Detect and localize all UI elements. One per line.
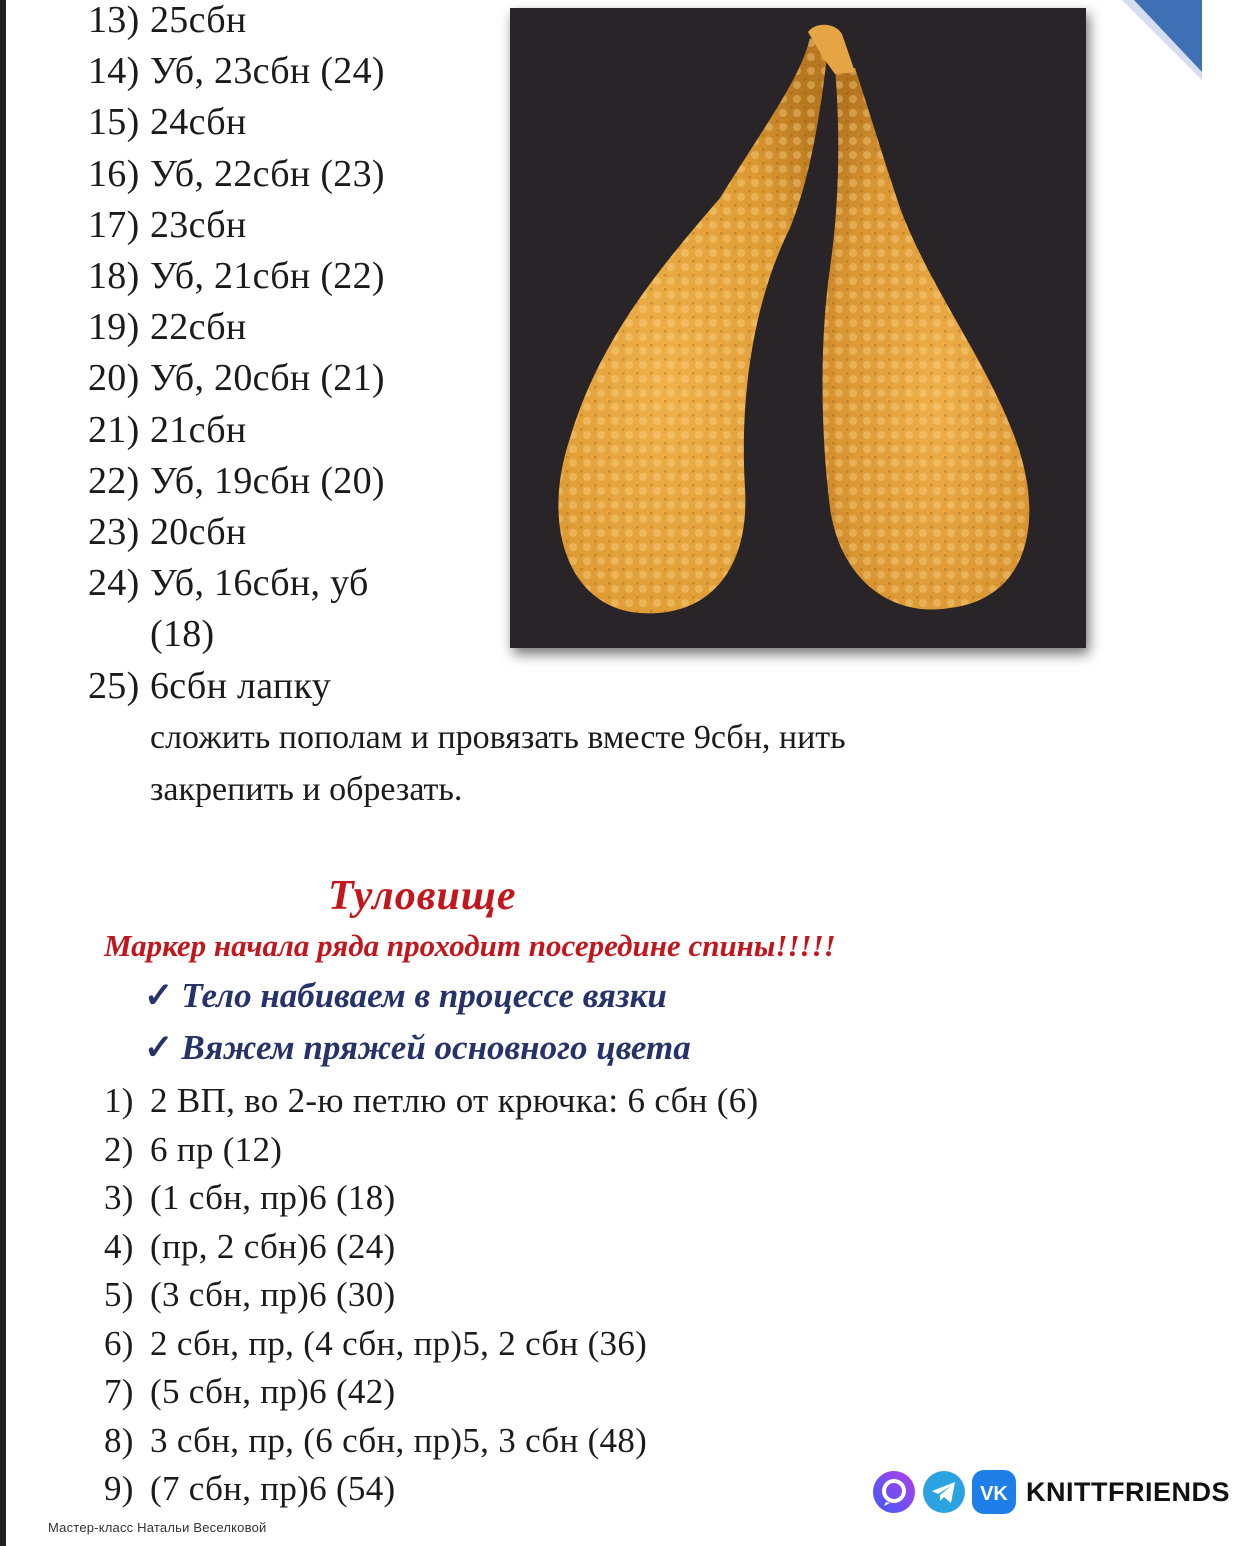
list-item bbox=[88, 0, 247, 43]
list-item bbox=[88, 611, 215, 657]
row-text: 21сбн bbox=[150, 408, 247, 451]
row-number: 7) bbox=[104, 1372, 134, 1411]
row-text: 20сбн bbox=[150, 511, 247, 553]
max-messenger-icon[interactable] bbox=[872, 1470, 916, 1514]
row-text: Уб, 16сбн, уб bbox=[150, 562, 369, 605]
list-item bbox=[88, 663, 331, 709]
row-text: 6сбн лапку bbox=[150, 664, 332, 707]
telegram-icon[interactable] bbox=[922, 1470, 966, 1514]
row-number: 22) bbox=[88, 459, 140, 502]
list-item bbox=[104, 1466, 395, 1512]
page-left-border bbox=[0, 0, 6, 1546]
row-text: 3 сбн, пр, (6 сбн, пр)5, 3 сбн (48) bbox=[150, 1420, 648, 1460]
section-title: Туловище bbox=[328, 873, 517, 919]
list-item bbox=[88, 509, 247, 555]
row-number: 20) bbox=[88, 357, 140, 400]
list-item bbox=[104, 1224, 395, 1270]
row-text: 6 пр (12) bbox=[150, 1129, 283, 1169]
check-icon: ✓ bbox=[144, 976, 174, 1015]
row-text: (18) bbox=[150, 613, 215, 656]
list-item bbox=[88, 304, 247, 350]
row-number: 17) bbox=[88, 203, 140, 246]
row-number: 16) bbox=[88, 152, 140, 195]
row-text: (пр, 2 сбн)6 (24) bbox=[150, 1226, 396, 1266]
marker-note: Маркер начала ряда проходит посередине спины!!!!! bbox=[104, 928, 836, 963]
author-credit: Мастер-класс Натальи Веселковой bbox=[48, 1520, 267, 1535]
list-item bbox=[88, 48, 385, 94]
row-number: 23) bbox=[88, 511, 140, 553]
row-number: 4) bbox=[104, 1226, 134, 1266]
row-number: 18) bbox=[88, 255, 140, 297]
row-number: 1) bbox=[104, 1081, 134, 1120]
vk-icon[interactable] bbox=[972, 1470, 1016, 1514]
row-text: Уб, 21сбн (22) bbox=[150, 255, 385, 297]
row-text: Уб, 23сбн (24) bbox=[150, 50, 385, 93]
legs-photo bbox=[510, 8, 1086, 648]
row-text: (7 сбн, пр)6 (54) bbox=[150, 1469, 396, 1508]
list-item bbox=[88, 458, 385, 504]
list-item bbox=[104, 1418, 647, 1464]
row-text: (1 сбн, пр)6 (18) bbox=[150, 1178, 396, 1217]
list-item bbox=[88, 560, 369, 606]
instruction-line-2: закрепить и обрезать. bbox=[150, 771, 463, 808]
row-text: (5 сбн, пр)6 (42) bbox=[150, 1372, 396, 1411]
row-number: 13) bbox=[88, 0, 140, 41]
row-number: 2) bbox=[104, 1129, 134, 1169]
list-item bbox=[104, 1078, 759, 1124]
channel-handle[interactable]: KNITTFRIENDS bbox=[1026, 1476, 1230, 1507]
row-number: 14) bbox=[88, 50, 140, 93]
check-item-1 bbox=[144, 976, 667, 1016]
page-corner-decoration bbox=[1092, 0, 1202, 80]
row-number: 6) bbox=[104, 1323, 134, 1363]
row-number: 19) bbox=[88, 306, 140, 349]
list-item bbox=[104, 1369, 395, 1415]
list-item bbox=[104, 1321, 647, 1367]
row-text: Уб, 22сбн (23) bbox=[150, 152, 385, 195]
row-text: 24сбн bbox=[150, 101, 247, 144]
row-number: 9) bbox=[104, 1469, 134, 1508]
row-number: 15) bbox=[88, 101, 140, 144]
list-item bbox=[88, 99, 247, 145]
row-text: (3 сбн, пр)6 (30) bbox=[150, 1275, 396, 1314]
list-item bbox=[104, 1272, 395, 1318]
check-text: Вяжем пряжей основного цвета bbox=[181, 1028, 691, 1067]
row-number: 25) bbox=[88, 664, 140, 707]
row-number: 3) bbox=[104, 1178, 134, 1217]
row-text: Уб, 19сбн (20) bbox=[150, 459, 385, 502]
row-number: 24) bbox=[88, 562, 140, 605]
row-text: 22сбн bbox=[150, 306, 247, 349]
check-icon: ✓ bbox=[144, 1028, 174, 1067]
social-links bbox=[872, 1468, 1230, 1516]
crochet-legs-image bbox=[510, 8, 1086, 648]
row-text: 23сбн bbox=[150, 203, 247, 246]
list-item bbox=[88, 355, 385, 401]
list-item bbox=[88, 253, 385, 299]
list-item bbox=[88, 151, 385, 197]
row-number: 21) bbox=[88, 408, 140, 451]
row-text: Уб, 20сбн (21) bbox=[150, 357, 385, 400]
check-text: Тело набиваем в процессе вязки bbox=[181, 976, 667, 1015]
list-item bbox=[104, 1127, 282, 1173]
row-text: 2 ВП, во 2-ю петлю от крючка: 6 сбн (6) bbox=[150, 1081, 759, 1120]
list-item bbox=[88, 407, 247, 453]
vk-icon-label: VK bbox=[980, 1483, 1008, 1505]
list-item bbox=[104, 1175, 395, 1221]
row-number: 8) bbox=[104, 1420, 134, 1460]
check-item-2 bbox=[144, 1028, 691, 1068]
row-text: 25сбн bbox=[150, 0, 247, 41]
instruction-line-1: сложить пополам и провязать вместе 9сбн, нить bbox=[150, 719, 846, 756]
row-text: 2 сбн, пр, (4 сбн, пр)5, 2 сбн (36) bbox=[150, 1323, 648, 1363]
list-item bbox=[88, 202, 247, 248]
row-number: 5) bbox=[104, 1275, 134, 1314]
